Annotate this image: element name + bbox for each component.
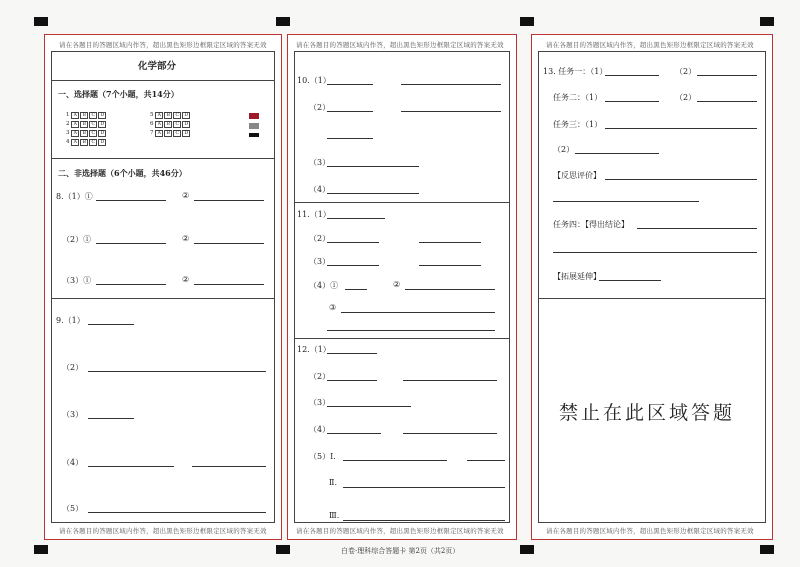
sec2-title: 二、非选择题（6个小题，共46分） bbox=[58, 168, 187, 178]
answer-line[interactable] bbox=[327, 242, 379, 243]
bubble-row[interactable]: 1 A B C D bbox=[66, 112, 107, 119]
answer-line[interactable] bbox=[401, 111, 501, 112]
answer-line[interactable] bbox=[194, 200, 264, 201]
answer-line[interactable] bbox=[341, 312, 495, 313]
part-title: 化学部分 bbox=[138, 61, 177, 72]
answer-line[interactable] bbox=[697, 75, 757, 76]
answer-line[interactable] bbox=[403, 433, 497, 434]
answer-line[interactable] bbox=[327, 406, 411, 407]
answer-line[interactable] bbox=[697, 101, 757, 102]
answer-line[interactable] bbox=[327, 265, 379, 266]
q8-label: 8.（1）① bbox=[56, 192, 93, 201]
answer-line[interactable] bbox=[192, 466, 266, 467]
answer-line[interactable] bbox=[327, 218, 385, 219]
q10-label: （2） bbox=[309, 103, 331, 112]
answer-line[interactable] bbox=[327, 353, 377, 354]
q11-label: ② bbox=[393, 280, 401, 289]
bubble-row[interactable]: 3 A B C D bbox=[66, 130, 107, 137]
answer-line[interactable] bbox=[575, 153, 659, 154]
alignment-mark bbox=[760, 545, 774, 554]
q11-label: 11.（1） bbox=[297, 210, 331, 219]
alignment-mark bbox=[760, 17, 774, 26]
answer-line[interactable] bbox=[553, 252, 757, 253]
answer-line[interactable] bbox=[419, 265, 481, 266]
alignment-mark bbox=[520, 545, 534, 554]
alignment-mark bbox=[520, 17, 534, 26]
answer-line[interactable] bbox=[327, 193, 419, 194]
answer-line[interactable] bbox=[194, 243, 264, 244]
q9-label: 9.（1） bbox=[56, 316, 85, 325]
q12-label: Ⅲ. bbox=[329, 511, 340, 520]
column-2 bbox=[287, 34, 517, 540]
answer-line[interactable] bbox=[343, 487, 505, 488]
answer-line[interactable] bbox=[605, 128, 757, 129]
alignment-mark bbox=[276, 545, 290, 554]
q13-label: 13. 任务一：（1） bbox=[543, 67, 608, 76]
answer-line[interactable] bbox=[605, 101, 659, 102]
color-swatch bbox=[249, 133, 259, 137]
bubble-row[interactable]: 5 A B C D bbox=[150, 112, 191, 119]
q12-label: 12.（1） bbox=[297, 345, 331, 354]
q9-label: （2） bbox=[62, 363, 84, 372]
q13-label: （2） bbox=[675, 93, 697, 102]
bubble-row[interactable]: 2 A B C D bbox=[66, 121, 107, 128]
q12-label: （2） bbox=[309, 372, 331, 381]
answer-line[interactable] bbox=[605, 179, 757, 180]
q11-label: （4）① bbox=[309, 281, 339, 290]
q8-label: ② bbox=[182, 275, 190, 284]
answer-line[interactable] bbox=[96, 200, 166, 201]
answer-frame bbox=[538, 51, 766, 523]
notice-top: 请在各题目的答题区域内作答，超出黑色矩形边框限定区域的答案无效 bbox=[59, 41, 267, 49]
answer-line[interactable] bbox=[327, 84, 373, 85]
q13-label: （2） bbox=[553, 145, 575, 154]
q10-label: 10.（1） bbox=[297, 76, 331, 85]
answer-line[interactable] bbox=[327, 138, 373, 139]
q8-label: （2）① bbox=[62, 235, 92, 244]
notice-top: 请在各题目的答题区域内作答，超出黑色矩形边框限定区域的答案无效 bbox=[296, 41, 504, 49]
q13-label: 任务四：【得出结论】 bbox=[553, 220, 629, 229]
alignment-mark bbox=[34, 17, 48, 26]
column-1 bbox=[44, 34, 282, 540]
q12-label: （3） bbox=[309, 398, 331, 407]
answer-line[interactable] bbox=[88, 418, 134, 419]
q10-label: （3） bbox=[309, 158, 331, 167]
bubble-row[interactable]: 4 A B C D bbox=[66, 139, 107, 146]
answer-line[interactable] bbox=[345, 289, 367, 290]
answer-line[interactable] bbox=[327, 380, 377, 381]
q12-label: （4） bbox=[309, 425, 331, 434]
answer-line[interactable] bbox=[637, 228, 757, 229]
notice-bottom: 请在各题目的答题区域内作答，超出黑色矩形边框限定区域的答案无效 bbox=[546, 527, 754, 535]
notice-bottom: 请在各题目的答题区域内作答，超出黑色矩形边框限定区域的答案无效 bbox=[59, 527, 267, 535]
answer-frame bbox=[51, 51, 275, 523]
answer-line[interactable] bbox=[88, 324, 134, 325]
q13-label: 任务二：（1） bbox=[553, 93, 603, 102]
answer-line[interactable] bbox=[401, 84, 501, 85]
answer-line[interactable] bbox=[553, 201, 699, 202]
answer-line[interactable] bbox=[194, 284, 264, 285]
answer-line[interactable] bbox=[327, 111, 373, 112]
q13-label: 任务三：（1） bbox=[553, 120, 603, 129]
bubble-row[interactable]: 6 A B C D bbox=[150, 121, 191, 128]
answer-line[interactable] bbox=[599, 280, 661, 281]
column-3 bbox=[531, 34, 773, 540]
q9-label: （5） bbox=[62, 504, 84, 513]
answer-line[interactable] bbox=[88, 371, 266, 372]
answer-line[interactable] bbox=[403, 380, 497, 381]
q11-label: （2） bbox=[309, 234, 331, 243]
q12-label: （5）Ⅰ. bbox=[309, 452, 336, 461]
q10-label: （4） bbox=[309, 185, 331, 194]
notice-bottom: 请在各题目的答题区域内作答，超出黑色矩形边框限定区域的答案无效 bbox=[296, 527, 504, 535]
q9-label: （3） bbox=[62, 410, 84, 419]
answer-line[interactable] bbox=[327, 330, 495, 331]
q8-label: ② bbox=[182, 234, 190, 243]
bubble-row[interactable]: 7 A B C D bbox=[150, 130, 191, 137]
answer-frame bbox=[294, 51, 510, 523]
answer-line[interactable] bbox=[327, 433, 381, 434]
answer-line[interactable] bbox=[327, 166, 419, 167]
answer-line[interactable] bbox=[419, 242, 481, 243]
answer-line[interactable] bbox=[88, 466, 174, 467]
forbidden-zone-text: 禁止在此区域答题 bbox=[559, 402, 736, 424]
alignment-mark bbox=[276, 17, 290, 26]
answer-line[interactable] bbox=[605, 75, 659, 76]
q8-label: （3）① bbox=[62, 276, 92, 285]
q13-label: 【拓展延伸】 bbox=[553, 272, 601, 281]
answer-line[interactable] bbox=[467, 460, 505, 461]
q13-label: （2） bbox=[675, 67, 697, 76]
answer-line[interactable] bbox=[96, 284, 166, 285]
notice-top: 请在各题目的答题区域内作答，超出黑色矩形边框限定区域的答案无效 bbox=[546, 41, 754, 49]
q11-label: （3） bbox=[309, 257, 331, 266]
answer-line[interactable] bbox=[96, 243, 166, 244]
page-footer: 白卷·理科综合答题卡 第2页（共2页） bbox=[341, 547, 460, 555]
answer-line[interactable] bbox=[343, 460, 447, 461]
q11-label: ③ bbox=[329, 303, 337, 312]
answer-line[interactable] bbox=[343, 520, 505, 521]
q13-label: 【反思评价】 bbox=[553, 171, 601, 180]
q12-label: Ⅱ. bbox=[329, 478, 337, 487]
answer-line[interactable] bbox=[88, 512, 266, 513]
alignment-mark bbox=[34, 545, 48, 554]
sec1-title: 一、选择题（7个小题，共14分） bbox=[58, 89, 179, 99]
answer-line[interactable] bbox=[405, 289, 495, 290]
color-swatch bbox=[249, 113, 259, 119]
q9-label: （4） bbox=[62, 458, 84, 467]
color-swatch bbox=[249, 123, 259, 129]
q8-label: ② bbox=[182, 191, 190, 200]
